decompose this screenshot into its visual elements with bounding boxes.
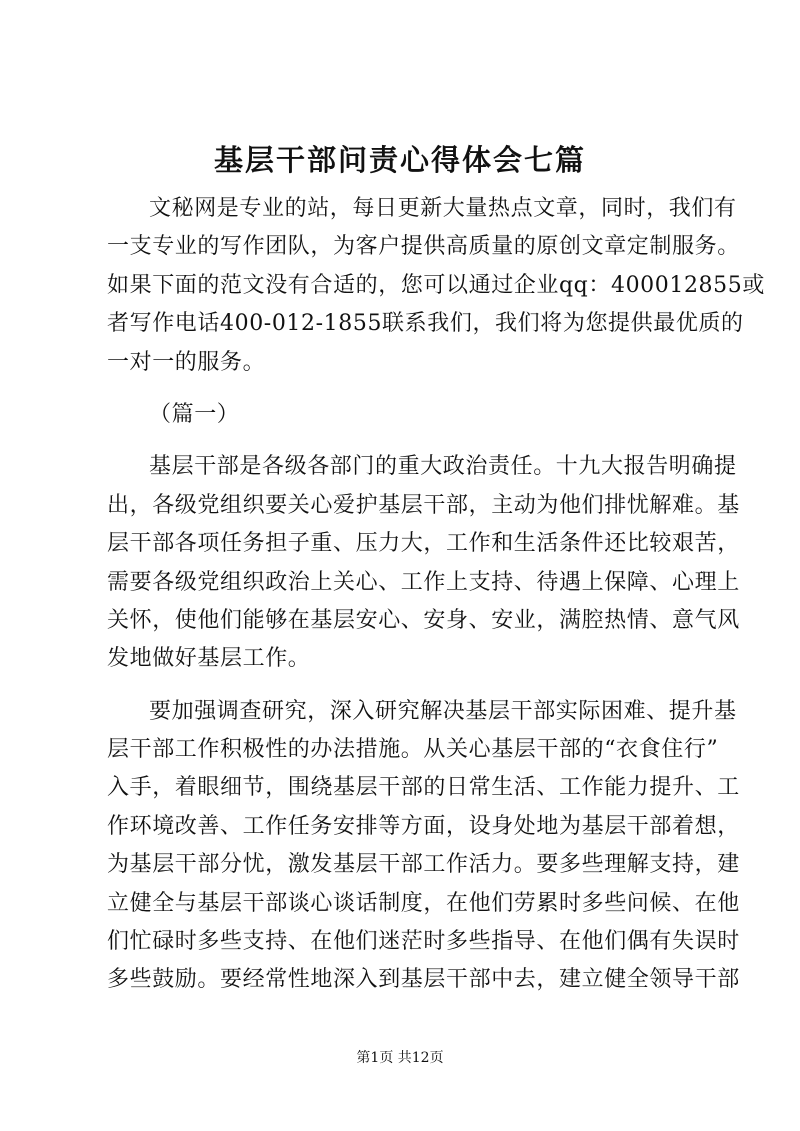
section-heading <box>107 396 717 434</box>
paragraph-intro <box>107 190 765 382</box>
paragraph-line: 发地做好基层工作。 <box>107 646 311 672</box>
paragraph-line: 出，各级党组织要关心爱护基层干部，主动为他们排忧解难。基 <box>107 492 740 518</box>
paragraph-line: 们忙碌时多些支持、在他们迷茫时多些指导、在他们偶有失误时 <box>107 929 740 955</box>
paragraph-one <box>107 448 740 678</box>
paragraph-line: 层干部工作积极性的办法措施。从关心基层干部的“衣食住行” <box>107 737 719 763</box>
paragraph-line: 层干部各项任务担子重、压力大，工作和生活条件还比较艰苦， <box>107 531 740 557</box>
section-heading-text: （篇一） <box>149 401 240 427</box>
paragraph-line: 基层干部是各级各部门的重大政治责任。十九大报告明确提 <box>149 454 737 480</box>
paragraph-line: 关怀，使他们能够在基层安心、安身、安业，满腔热情、意气风 <box>107 607 740 633</box>
paragraph-line: 多些鼓励。要经常性地深入到基层干部中去，建立健全领导干部 <box>107 967 740 993</box>
document-body <box>107 190 765 1000</box>
paragraph-two <box>107 693 740 1000</box>
paragraph-line: 一对一的服务。 <box>107 349 266 375</box>
paragraph-line: 一支专业的写作团队，为客户提供高质量的原创文章定制服务。 <box>107 234 740 260</box>
paragraph-line: 入手，着眼细节，围绕基层干部的日常生活、工作能力提升、工 <box>107 775 740 801</box>
paragraph-line: 如果下面的范文没有合适的，您可以通过企业qq：400012855或 <box>107 272 765 298</box>
paragraph-line: 为基层干部分忧，激发基层干部工作活力。要多些理解支持，建 <box>107 852 740 878</box>
paragraph-line: 者写作电话400-012-1855联系我们，我们将为您提供最优质的 <box>107 311 744 337</box>
page-number-footer: 第1页 共12页 <box>356 1050 444 1066</box>
paragraph-line: 要加强调查研究，深入研究解决基层干部实际困难、提升基 <box>149 698 737 724</box>
paragraph-line: 文秘网是专业的站，每日更新大量热点文章，同时，我们有 <box>149 196 737 221</box>
document-title: 基层干部问责心得体会七篇 <box>213 143 586 177</box>
paragraph-line: 立健全与基层干部谈心谈话制度，在他们劳累时多些问候、在他 <box>107 890 740 916</box>
paragraph-line: 作环境改善、工作任务安排等方面，设身处地为基层干部着想， <box>107 813 740 839</box>
paragraph-line: 需要各级党组织政治上关心、工作上支持、待遇上保障、心理上 <box>107 569 740 595</box>
